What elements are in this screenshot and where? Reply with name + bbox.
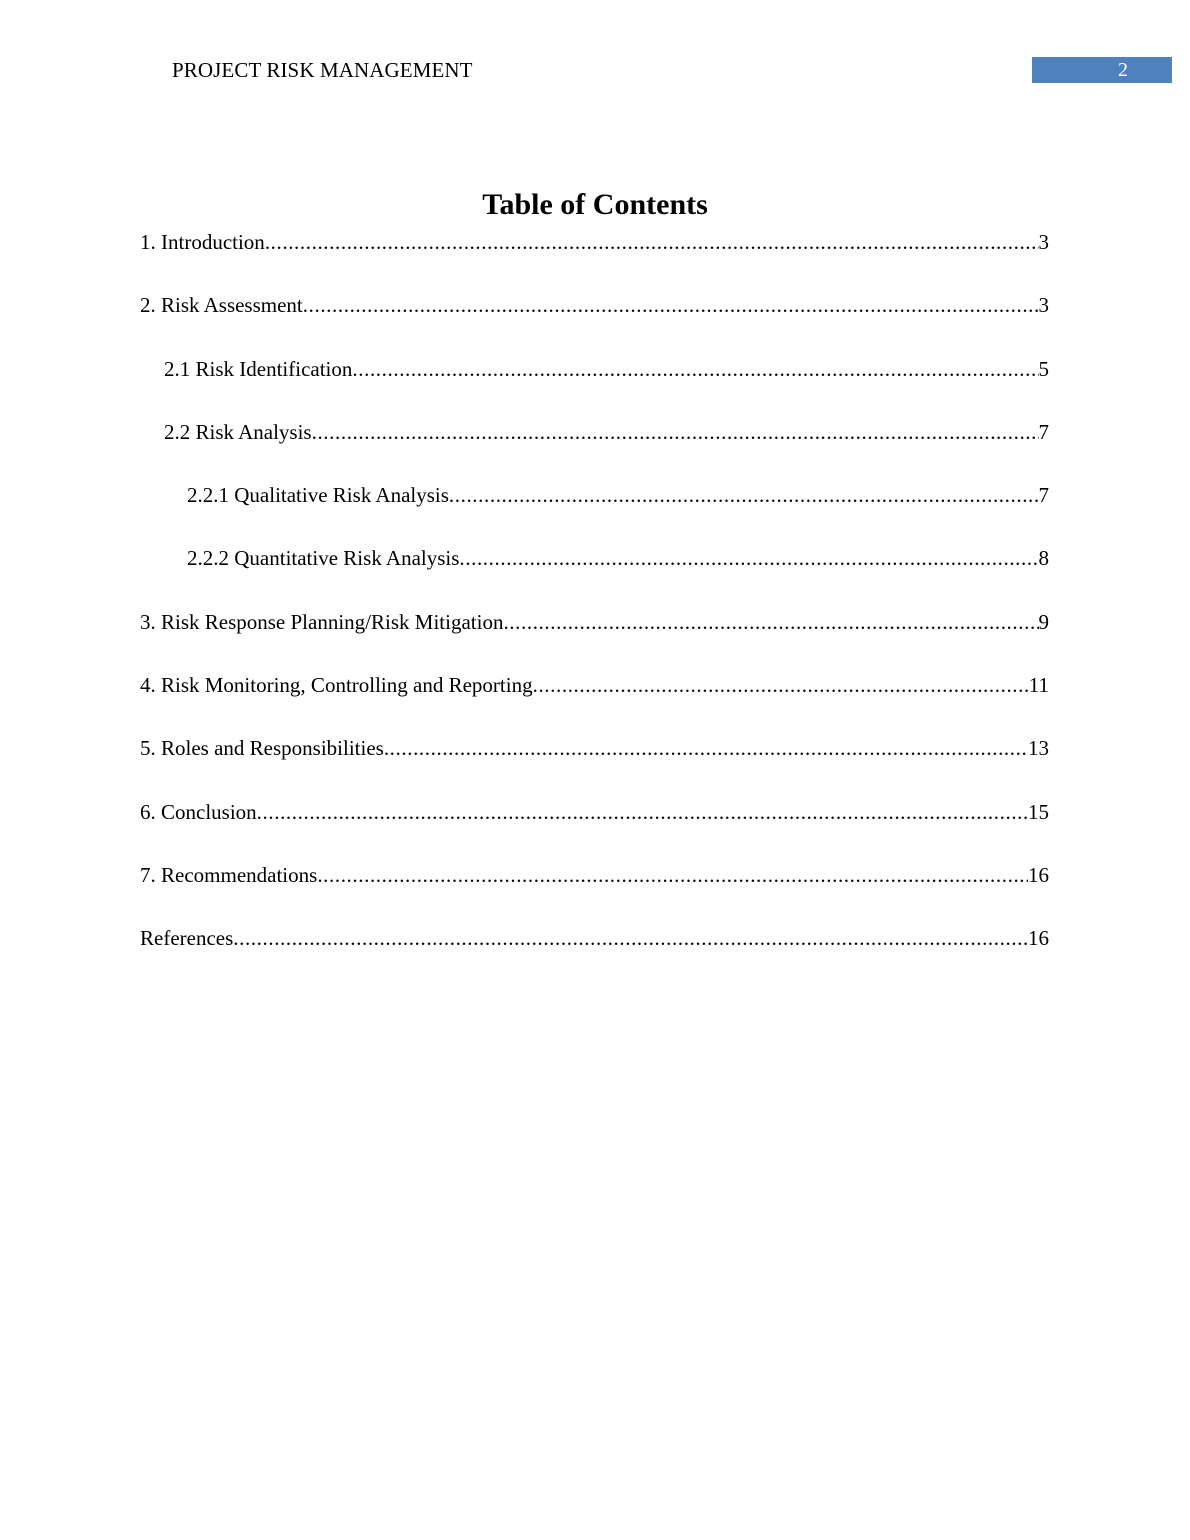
- toc-entry-page: 9: [1038, 609, 1049, 634]
- toc-dot-leader: [352, 355, 1038, 383]
- toc-entry-label: References: [140, 926, 234, 951]
- toc-entry-recommendations[interactable]: [140, 861, 1049, 924]
- toc-entry-conclusion[interactable]: [140, 798, 1049, 861]
- toc-dot-leader: [533, 671, 1029, 699]
- toc-entry-label: 2.2.2 Quantitative Risk Analysis: [187, 546, 460, 571]
- toc-dot-leader: [257, 798, 1028, 826]
- toc-entry-label: 3. Risk Response Planning/Risk Mitigation: [140, 609, 504, 634]
- toc-entry-label: 2. Risk Assessment: [140, 293, 303, 318]
- toc-entry-page: 7: [1038, 419, 1049, 444]
- page-number-badge: 2: [1032, 57, 1172, 83]
- toc-entry-label: 1. Introduction: [140, 230, 265, 254]
- toc-entry-quantitative-risk-analysis[interactable]: [140, 544, 1049, 607]
- toc-entry-risk-identification[interactable]: [140, 355, 1049, 418]
- toc-entry-label: 5. Roles and Responsibilities: [140, 736, 384, 761]
- toc-entry-label: 6. Conclusion: [140, 799, 257, 824]
- toc-entry-page: 16: [1028, 926, 1049, 951]
- toc-entry-page: 5: [1038, 356, 1049, 381]
- toc-dot-leader: [317, 861, 1028, 889]
- toc-entry-risk-response-planning[interactable]: [140, 608, 1049, 671]
- toc-entry-label: 2.1 Risk Identification: [164, 356, 353, 381]
- toc-entry-page: 11: [1028, 673, 1049, 698]
- toc-entry-risk-analysis[interactable]: [140, 418, 1049, 481]
- toc-entry-label: 2.2.1 Qualitative Risk Analysis: [187, 483, 449, 508]
- toc-entry-page: 13: [1028, 736, 1049, 761]
- toc-list: [140, 228, 1049, 988]
- toc-entry-label: 4. Risk Monitoring, Controlling and Reporting: [140, 673, 533, 698]
- toc-entry-page: 3: [1038, 230, 1049, 254]
- toc-dot-leader: [449, 481, 1039, 509]
- toc-entry-references[interactable]: [140, 924, 1049, 987]
- toc-entry-qualitative-risk-analysis[interactable]: [140, 481, 1049, 544]
- toc-entry-introduction[interactable]: [140, 228, 1049, 291]
- toc-dot-leader: [459, 544, 1038, 572]
- toc-entry-page: 3: [1038, 293, 1049, 318]
- toc-entry-risk-monitoring[interactable]: [140, 671, 1049, 734]
- toc-entry-label: 7. Recommendations: [140, 862, 318, 887]
- toc-dot-leader: [312, 418, 1039, 446]
- toc-entry-label: 2.2 Risk Analysis: [164, 419, 312, 444]
- toc-dot-leader: [233, 924, 1028, 952]
- toc-dot-leader: [303, 291, 1039, 319]
- toc-dot-leader: [384, 734, 1028, 762]
- toc-entry-page: 15: [1028, 799, 1049, 824]
- toc-entry-page: 7: [1038, 483, 1049, 508]
- toc-title: Table of Contents: [482, 188, 708, 221]
- toc-entry-roles-and-responsibilities[interactable]: [140, 734, 1049, 797]
- toc-entry-risk-assessment[interactable]: [140, 291, 1049, 354]
- running-header-title: PROJECT RISK MANAGEMENT: [172, 58, 473, 82]
- toc-entry-page: 16: [1028, 862, 1049, 887]
- toc-entry-page: 8: [1038, 546, 1049, 571]
- toc-dot-leader: [503, 608, 1038, 636]
- toc-dot-leader: [265, 228, 1039, 256]
